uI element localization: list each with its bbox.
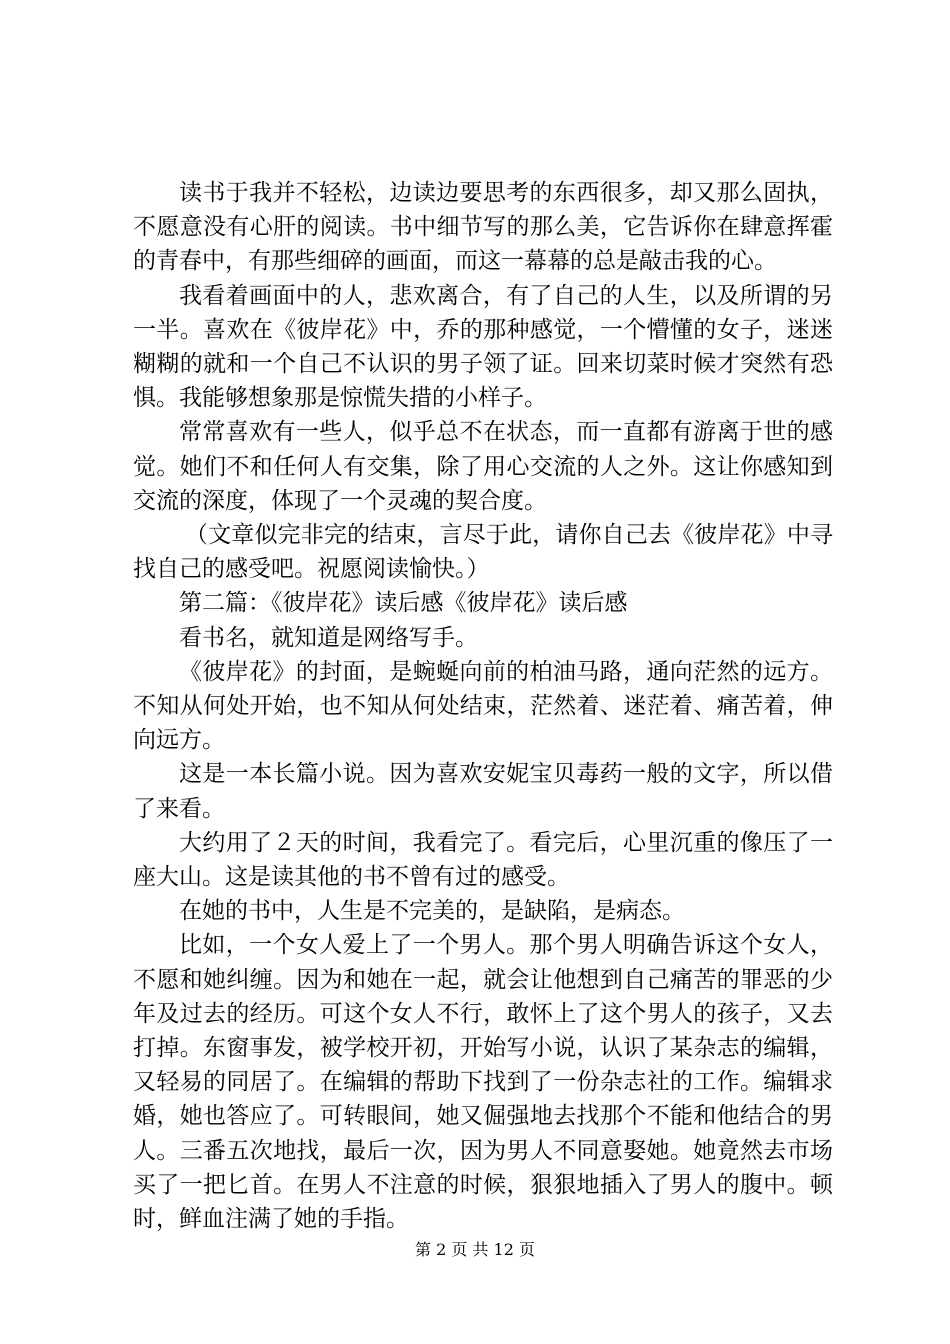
paragraph: 常常喜欢有一些人，似乎总不在状态，而一直都有游离于世的感觉。她们不和任何人有交集，除了用心交流的人之外。这让你感知到交流的深度，体现了一个灵魂的契合度。 — [133, 419, 833, 514]
paragraph: 看书名，就知道是网络写手。 — [179, 624, 478, 651]
paragraph: 比如，一个女人爱上了一个男人。那个男人明确告诉这个女人，不愿和她纠缠。因为和她在一起，就会让他想到自己痛苦的罪恶的少年及过去的经历。可这个女人不行，敢怀上了这个男人的孩子，又去打掉。东窗事发，被学校开初，开始写小说，认识了某杂志的编辑，又轻易的同居了。在编辑的帮助下找到了一份杂志社的工作。编辑求婚，她也答应了。可转眼间，她又倔强地去找那个不能和他结合的男人。三番五次地找，最后一次，因为男人不同意娶她。她竟然去市场买了一把匕首。在男人不注意的时候，狠狠地插入了男人的腹中。顿时，鲜血注满了她的手指。 — [133, 932, 833, 1233]
paragraph: 读书于我并不轻松，边读边要思考的东西很多，却又那么固执，不愿意没有心肝的阅读。书中细节写的那么美，它告诉你在肆意挥霍的青春中，有那些细碎的画面，而这一幕幕的总是敲击我的心。 — [133, 180, 833, 275]
paragraph: 我看着画面中的人，悲欢离合，有了自己的人生，以及所谓的另一半。喜欢在《彼岸花》中，乔的那种感觉，一个懵懂的女子，迷迷糊糊的就和一个自己不认识的男子领了证。回来切菜时候才突然有恐惧。我能够想象那是惊慌失措的小样子。 — [133, 282, 833, 412]
page-number-footer: 第 2 页 共 12 页 — [415, 1240, 535, 1259]
paragraph: 《彼岸花》的封面，是蜿蜒向前的柏油马路，通向茫然的远方。不知从何处开始，也不知从何处结束，茫然着、迷茫着、痛苦着，伸向远方。 — [133, 658, 833, 754]
paragraph: 这是一本长篇小说。因为喜欢安妮宝贝毒药一般的文字，所以借了来看。 — [133, 761, 833, 822]
paragraph: 大约用了２天的时间，我看完了。看完后，心里沉重的像压了一座大山。这是读其他的书不曾有过的感受。 — [133, 829, 833, 891]
section-heading: 第二篇：《彼岸花》读后感《彼岸花》读后感 — [179, 590, 628, 617]
paragraph: （文章似完非完的结束，言尽于此，请你自己去《彼岸花》中寻找自己的感受吧。祝愿阅读愉快。） — [133, 522, 833, 583]
paragraph: 在她的书中，人生是不完美的，是缺陷，是病态。 — [179, 898, 685, 925]
document-body — [133, 176, 833, 1236]
